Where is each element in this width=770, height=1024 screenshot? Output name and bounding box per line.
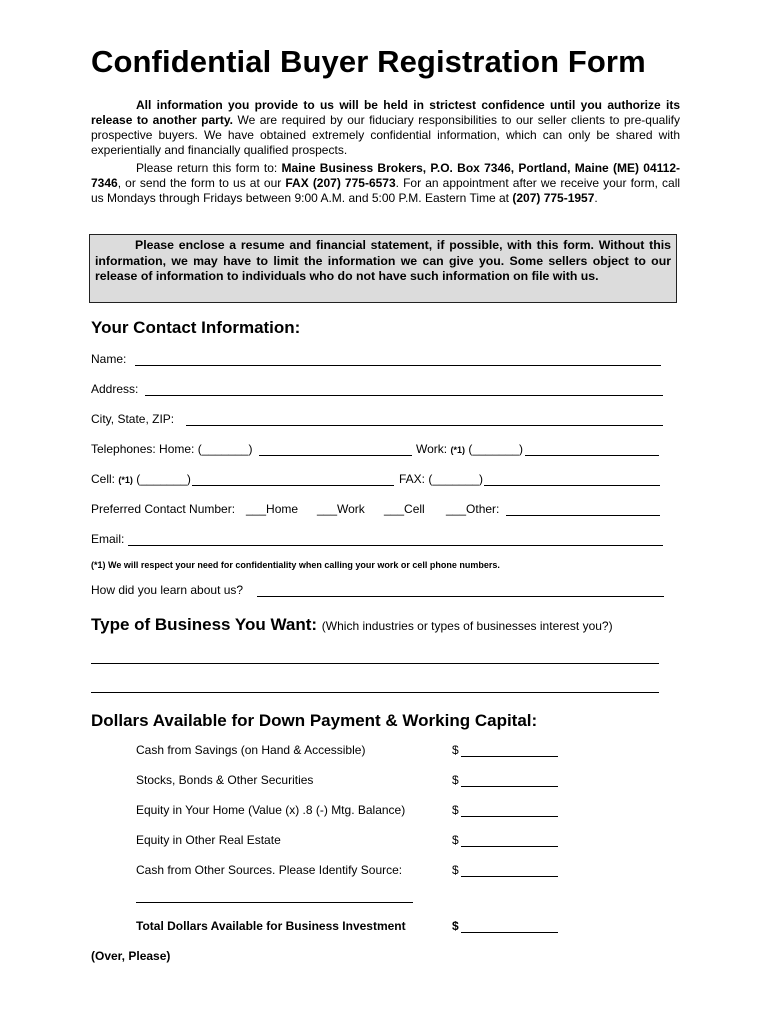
- business-type-subtitle: (Which industries or types of businesses interest you?): [321, 619, 613, 633]
- real-estate-equity-label: Equity in Other Real Estate: [136, 833, 281, 847]
- savings-amount-field[interactable]: [461, 756, 558, 757]
- preferred-cell-option[interactable]: ___Cell: [384, 502, 425, 516]
- home-phone-label: Telephones: Home: (_______): [91, 442, 253, 456]
- dollars-heading: Dollars Available for Down Payment & Working Capital:: [91, 711, 538, 730]
- contact-heading: Your Contact Information:: [91, 318, 301, 337]
- cell-area-code[interactable]: (_______): [136, 472, 191, 486]
- other-sources-identify-field[interactable]: [136, 902, 413, 903]
- other-sources-label: Cash from Other Sources. Please Identify Source:: [136, 863, 403, 877]
- home-equity-label: Equity in Your Home (Value (x) .8 (-) Mtg. Balance): [136, 803, 406, 817]
- phone-number: (207) 775-1957: [512, 191, 595, 205]
- mailing-address: Maine Business Brokers, P.O. Box 7346, Portland, Maine (ME) 04112-7346: [91, 161, 680, 190]
- savings-label: Cash from Savings (on Hand & Accessible): [136, 743, 366, 757]
- confidentiality-statement: All information you provide to us will be held in strictest confidence until you authorize its release to another party.: [91, 98, 680, 127]
- fax-instructions: , or send the form to us at our: [117, 176, 286, 190]
- other-sources-currency: $: [452, 863, 459, 877]
- total-currency: $: [452, 919, 459, 933]
- email-label: Email:: [91, 532, 125, 546]
- total-label: Total Dollars Available for Business Investment: [136, 919, 406, 933]
- referral-field[interactable]: [257, 596, 664, 597]
- securities-label: Stocks, Bonds & Other Securities: [136, 773, 314, 787]
- fax-label: FAX: (_______): [399, 472, 484, 486]
- preferred-home-option[interactable]: ___Home: [246, 502, 299, 516]
- return-instructions: Please return this form to:: [136, 161, 282, 175]
- notice-text: Please enclose a resume and financial statement, if possible, with this form. Without this information, we may have to limit the information we can give you. Some sellers object to our release of information to individuals who do not have such information on file with us.: [95, 238, 671, 284]
- preferred-contact-label: Preferred Contact Number:: [91, 502, 236, 516]
- securities-currency: $: [452, 773, 459, 787]
- work-phone-field[interactable]: [525, 455, 659, 456]
- cell-label-text: Cell:: [91, 472, 116, 486]
- footnote-mark-cell: (*1): [118, 475, 133, 485]
- city-state-zip-label: City, State, ZIP:: [91, 412, 175, 426]
- preferred-work-option[interactable]: ___Work: [317, 502, 365, 516]
- securities-amount-field[interactable]: [461, 786, 558, 787]
- business-type-title: Type of Business You Want:: [91, 615, 318, 634]
- work-label-text: Work:: [416, 442, 448, 456]
- appointment-instructions: . For an appointment after we receive your form, call us Mondays through Fridays between 9:00 A.M. and 5:00 P.M. Eastern Time at: [91, 176, 681, 205]
- real-estate-equity-currency: $: [452, 833, 459, 847]
- other-sources-amount-field[interactable]: [461, 876, 558, 877]
- preferred-other-option[interactable]: ___Other:: [446, 502, 500, 516]
- home-equity-currency: $: [452, 803, 459, 817]
- confidentiality-footnote: (*1) We will respect your need for confidentiality when calling your work or cell phone numbers.: [91, 560, 500, 570]
- cell-phone-field[interactable]: [192, 485, 394, 486]
- over-please-note: (Over, Please): [91, 949, 171, 963]
- intro-paragraph-2: [91, 161, 680, 206]
- page-title: Confidential Buyer Registration Form: [91, 44, 646, 79]
- email-field[interactable]: [128, 545, 663, 546]
- intro-paragraph-1: [91, 98, 680, 158]
- address-label: Address:: [91, 382, 139, 396]
- footnote-mark-work: (*1): [450, 445, 465, 455]
- qualification-statement: We are required by our fiduciary responsibilities to our seller clients to pre-qualify prospective buyers. We have obtained extremely confidential information, which can only be shared with experientially and financially qualified prospects.: [91, 113, 680, 157]
- cell-phone-label: [91, 472, 191, 486]
- real-estate-equity-amount-field[interactable]: [461, 846, 558, 847]
- work-phone-label: [416, 442, 523, 456]
- total-amount-field[interactable]: [461, 932, 558, 933]
- address-field[interactable]: [145, 395, 663, 396]
- fax-number: FAX (207) 775-6573: [285, 176, 396, 190]
- city-state-zip-field[interactable]: [186, 425, 663, 426]
- home-phone-field[interactable]: [259, 455, 412, 456]
- business-type-line-2[interactable]: [91, 692, 659, 693]
- business-type-heading: [91, 615, 613, 635]
- business-type-line-1[interactable]: [91, 663, 659, 664]
- home-equity-amount-field[interactable]: [461, 816, 558, 817]
- referral-label: How did you learn about us?: [91, 583, 244, 597]
- name-field[interactable]: [135, 365, 661, 366]
- savings-currency: $: [452, 743, 459, 757]
- work-area-code[interactable]: (_______): [468, 442, 524, 456]
- preferred-other-field[interactable]: [506, 515, 660, 516]
- notice-box: [89, 234, 677, 303]
- fax-field[interactable]: [484, 485, 660, 486]
- sentence-end: .: [594, 191, 598, 205]
- name-label: Name:: [91, 352, 127, 366]
